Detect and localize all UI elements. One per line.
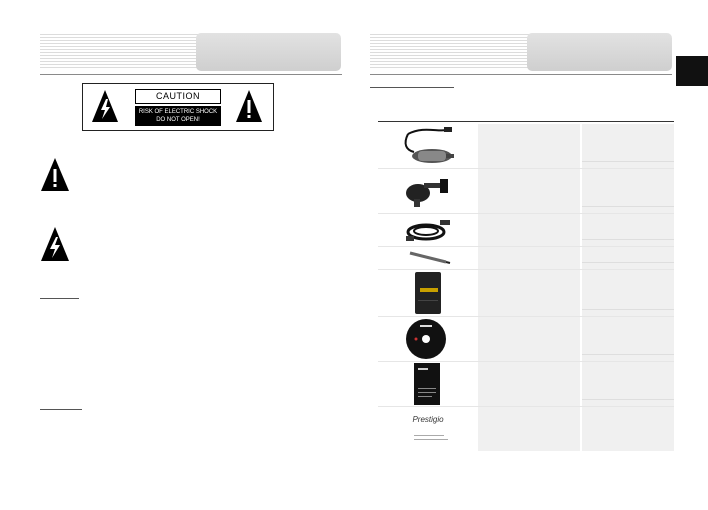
carry-case-icon [378, 270, 478, 316]
brand-logo: Prestigio [412, 415, 444, 424]
table-row [378, 214, 674, 247]
electric-shock-warning-icon [40, 226, 70, 262]
right-header-stripes [370, 34, 530, 70]
right-section-tab [527, 33, 672, 71]
caution-label [82, 83, 274, 131]
left-header-rule [40, 74, 342, 75]
exclamation-warning-icon [235, 89, 263, 123]
table-row [378, 169, 674, 214]
section-rule [40, 409, 82, 410]
table-top-rule [378, 121, 674, 122]
table-row [378, 362, 674, 407]
caution-text [135, 106, 221, 126]
section-rule [370, 87, 454, 88]
electric-shock-warning-icon [91, 89, 119, 123]
table-row [378, 247, 674, 270]
cd-disc-icon [378, 317, 478, 361]
table-row [378, 270, 674, 317]
table-row [378, 124, 674, 169]
left-header-stripes [40, 34, 200, 70]
user-manual-icon [378, 362, 478, 406]
table-row [378, 317, 674, 362]
windshield-mount-icon [378, 169, 478, 213]
stylus-icon [378, 247, 478, 269]
chapter-side-tab [676, 56, 708, 86]
table-row [378, 407, 674, 451]
caution-line-1: RISK OF ELECTRIC SHOCK [138, 109, 218, 115]
left-section-tab [196, 33, 341, 71]
caution-title: CAUTION [135, 89, 221, 104]
caution-line-2: DO NOT OPEN! [156, 117, 200, 123]
exclamation-warning-icon [40, 157, 70, 192]
right-header-rule [370, 74, 672, 75]
section-rule [40, 298, 79, 299]
usb-cable-icon [378, 214, 478, 246]
car-charger-icon [378, 124, 478, 168]
warranty-card-icon [378, 407, 478, 451]
